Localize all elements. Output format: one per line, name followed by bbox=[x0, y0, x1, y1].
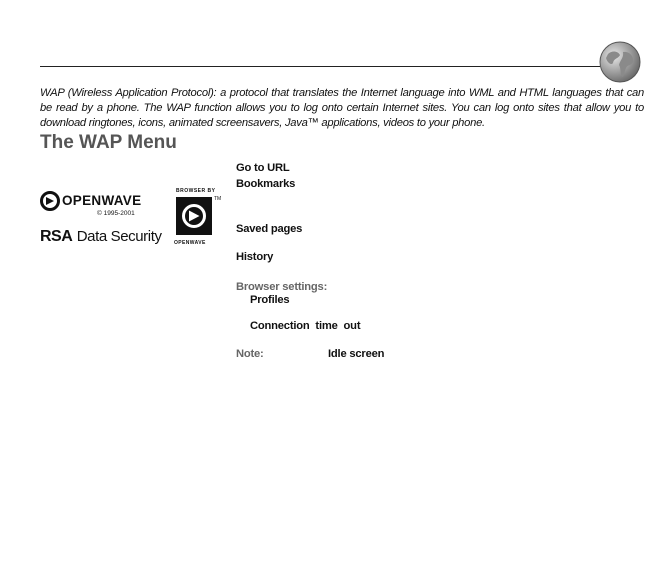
rsa-logo-text: Data Security bbox=[76, 228, 162, 245]
openwave-badge bbox=[176, 197, 212, 235]
intro-paragraph: WAP (Wireless Application Protocol): a protocol that translates the Internet language into WML and HTML languages that can be read by a phone. The WAP function allows you to log onto certain Internet sites. You can log onto sites that allow you to download ringtones, icons, animated screensavers, Java™ applications, videos to your phone. bbox=[40, 87, 644, 129]
menu-subitem-connection-time-out: Connection time out bbox=[250, 320, 361, 332]
openwave-badge-label: OPENWAVE bbox=[174, 240, 206, 246]
menu-item-go-to-url: Go to URL bbox=[236, 162, 290, 174]
menu-item-bookmarks: Bookmarks bbox=[236, 178, 296, 190]
menu-subitem-profiles: Profiles bbox=[250, 294, 290, 306]
header-rule bbox=[40, 66, 600, 67]
note-label: Note: bbox=[236, 348, 264, 360]
globe-icon bbox=[598, 40, 642, 84]
openwave-copyright: © 1995-2001 bbox=[97, 210, 135, 217]
note-text: Idle screen bbox=[328, 348, 385, 360]
openwave-badge-icon bbox=[181, 203, 207, 229]
menu-item-browser-settings: Browser settings: bbox=[236, 281, 328, 293]
menu-item-history: History bbox=[236, 251, 274, 263]
page-title: The WAP Menu bbox=[40, 132, 177, 153]
browser-by-label: BROWSER BY bbox=[176, 188, 216, 194]
rsa-logo bbox=[40, 228, 162, 246]
rsa-logo-bold: RSA bbox=[40, 228, 73, 245]
openwave-wordmark: OPENWAVE bbox=[62, 193, 142, 208]
trademark-mark: TM bbox=[214, 196, 222, 202]
openwave-logo-icon bbox=[40, 191, 60, 211]
menu-item-saved-pages: Saved pages bbox=[236, 223, 303, 235]
